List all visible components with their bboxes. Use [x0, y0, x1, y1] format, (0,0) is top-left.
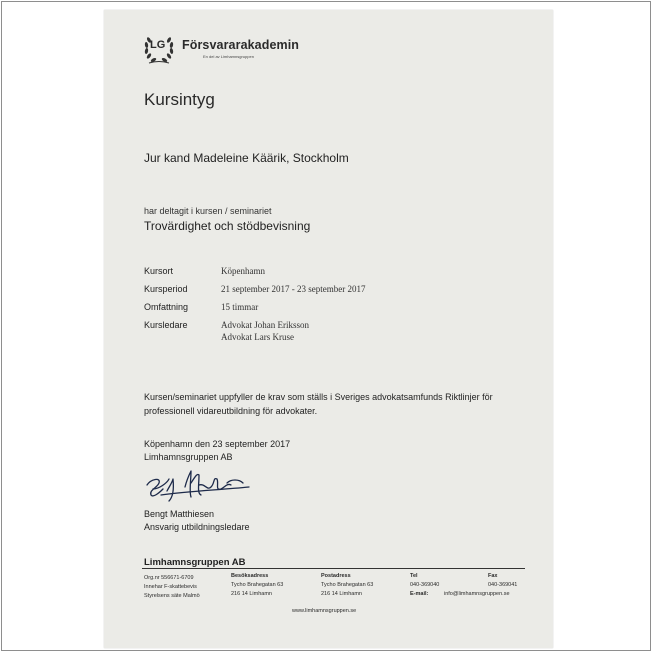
- statement-line-1: Kursen/seminariet uppfyller de krav som ställs i Sveriges advokatsamfunds Riktlinjer för: [144, 392, 493, 402]
- detail-value-period: 21 september 2017 - 23 september 2017: [221, 284, 366, 294]
- footer-email-label: E-mail:: [410, 591, 429, 597]
- detail-value-leader-1: Advokat Johan Eriksson: [221, 320, 309, 330]
- course-intro: har deltagit i kursen / seminariet: [144, 206, 272, 216]
- footer-tel: 040-369040: [410, 582, 440, 588]
- handwritten-signature: [139, 465, 259, 503]
- footer-visit-label: Besöksadress: [231, 573, 269, 579]
- footer-post-city: 216 14 Limhamn: [321, 591, 362, 597]
- footer-fax-label: Fax: [488, 573, 498, 579]
- signer-role: Ansvarig utbildningsledare: [144, 522, 250, 532]
- footer-divider: [142, 568, 525, 569]
- detail-label-period: Kursperiod: [144, 284, 188, 294]
- logo-tagline: En del av Limhamnsgruppen: [203, 54, 254, 59]
- footer-email: info@limhamnsgruppen.se: [444, 591, 510, 597]
- place-date: Köpenhamn den 23 september 2017: [144, 439, 291, 449]
- accreditation-statement: [144, 390, 493, 418]
- footer-tel-label: Tel: [410, 573, 418, 579]
- detail-value-scope: 15 timmar: [221, 302, 259, 312]
- footer-fax: 040-369041: [488, 582, 518, 588]
- detail-label-location: Kursort: [144, 266, 174, 276]
- logo-name: Försvararakademin: [182, 38, 300, 52]
- detail-value-location: Köpenhamn: [221, 266, 265, 276]
- detail-label-leaders: Kursledare: [144, 320, 188, 330]
- certificate-sheet: [104, 10, 553, 648]
- footer-visit-city: 216 14 Limhamn: [231, 591, 272, 597]
- detail-label-scope: Omfattning: [144, 302, 189, 312]
- footer-post-label: Postadress: [321, 573, 351, 579]
- recipient-name: Jur kand Madeleine Käärik, Stockholm: [144, 151, 349, 165]
- footer-org-number: Org.nr 556671-6709: [144, 575, 194, 581]
- detail-value-leader-2: Advokat Lars Kruse: [221, 332, 294, 342]
- certificate-title: Kursintyg: [144, 90, 215, 109]
- logo-monogram: LG: [150, 39, 166, 51]
- footer-tax-status: Innehar F-skattebevis: [144, 584, 197, 590]
- footer-company: Limhamnsgruppen AB: [144, 557, 246, 568]
- footer-post-street: Tycho Brahegatan 63: [321, 582, 374, 588]
- footer-visit-street: Tycho Brahegatan 63: [231, 582, 284, 588]
- photo-frame: [1, 1, 651, 651]
- signer-name: Bengt Matthiesen: [144, 509, 215, 519]
- course-name: Trovärdighet och stödbevisning: [144, 219, 311, 233]
- footer-website: www.limhamnsgruppen.se: [292, 608, 357, 614]
- footer-seat: Styrelsens säte Malmö: [144, 593, 200, 599]
- statement-line-2: professionell vidareutbildning för advokater.: [144, 406, 318, 416]
- issuing-company: Limhamnsgruppen AB: [144, 452, 233, 462]
